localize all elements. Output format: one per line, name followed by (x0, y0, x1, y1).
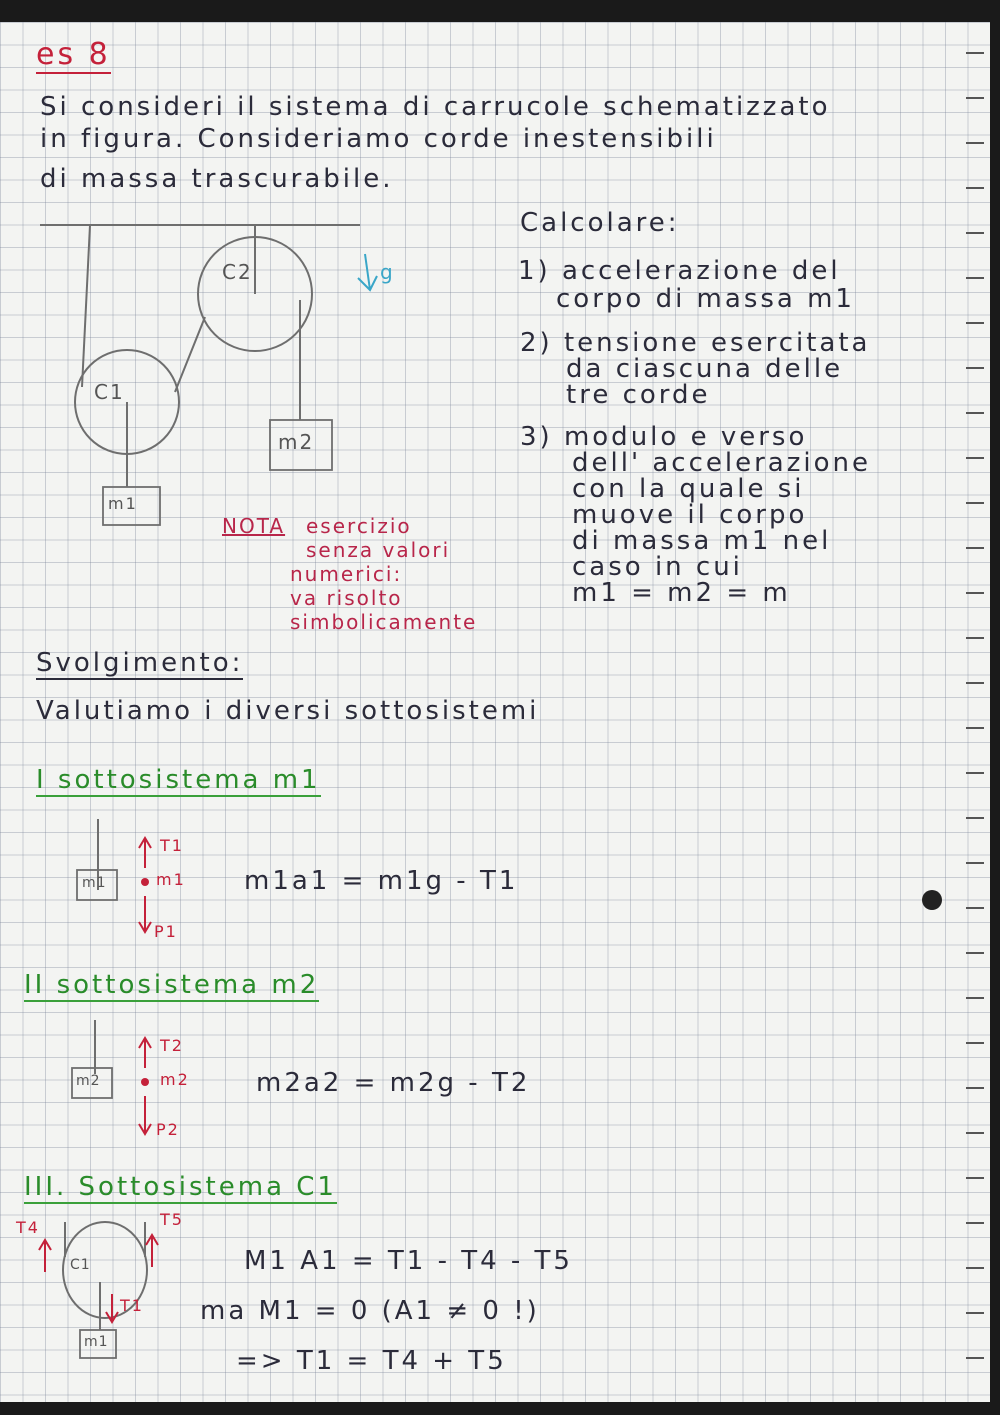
intro-line-3: di massa trascurabile. (40, 164, 394, 194)
task3-line1: 3) modulo e verso (520, 422, 808, 452)
s3-force-down: T1 (120, 1296, 144, 1315)
tasks-heading: Calcolare: (520, 208, 680, 238)
binding-mark (966, 457, 984, 459)
section-1-title: I sottosistema m1 (36, 765, 321, 795)
binding-mark (966, 1087, 984, 1089)
binding-mark (966, 97, 984, 99)
binding-mark (966, 232, 984, 234)
nota-line-5: simbolicamente (290, 610, 478, 634)
s3-box-label: m1 (84, 1334, 109, 1350)
s1-force-up: T1 (160, 836, 184, 855)
punch-hole (922, 890, 942, 910)
s1-point-label: m1 (156, 870, 186, 889)
nota-label: NOTA (222, 514, 286, 538)
binding-mark (966, 682, 984, 684)
section-3-title: III. Sottosistema C1 (24, 1172, 337, 1202)
binding-mark (966, 1132, 984, 1134)
binding-mark (966, 1222, 984, 1224)
binding-mark (966, 52, 984, 54)
binding-mark (966, 907, 984, 909)
binding-mark (966, 1357, 984, 1359)
binding-mark (966, 817, 984, 819)
binding-mark (966, 1267, 984, 1269)
binding-mark (966, 727, 984, 729)
s2-point-label: m2 (160, 1070, 190, 1089)
binding-mark (966, 502, 984, 504)
nota-line-3: numerici: (290, 562, 403, 586)
binding-mark (966, 637, 984, 639)
s1-equation: m1a1 = m1g - T1 (244, 866, 519, 896)
s3-pulley-label: C1 (70, 1257, 91, 1273)
task2-line1: 2) tensione esercitata (520, 328, 871, 358)
binding-mark (966, 187, 984, 189)
task1-line2: corpo di massa m1 (556, 284, 855, 314)
page-title: es 8 (36, 37, 111, 72)
s3-equation-1: M1 A1 = T1 - T4 - T5 (244, 1246, 573, 1276)
binding-mark (966, 1177, 984, 1179)
s2-equation: m2a2 = m2g - T2 (256, 1068, 531, 1098)
nota-line-4: va risolto (290, 586, 403, 610)
task2-line3: tre corde (566, 380, 711, 410)
task3-line4: muove il corpo (572, 500, 808, 530)
s3-equation-2: ma M1 = 0 (A1 ≠ 0 !) (200, 1296, 540, 1326)
binding-mark (966, 277, 984, 279)
binding-mark (966, 322, 984, 324)
label-m2: m2 (278, 430, 315, 454)
binding-mark (966, 1312, 984, 1314)
s2-force-down: P2 (156, 1120, 180, 1139)
task3-line2: dell' accelerazione (572, 448, 871, 478)
intro-line-1: Si consideri il sistema di carrucole schematizzato (40, 92, 831, 122)
task3-line7: m1 = m2 = m (572, 578, 791, 608)
section-2-title: II sottosistema m2 (24, 970, 320, 1000)
s1-box-label: m1 (82, 875, 107, 891)
task1-line1: 1) accelerazione del (518, 256, 841, 286)
task3-line3: con la quale si (572, 474, 805, 504)
s2-force-up: T2 (160, 1036, 184, 1055)
notebook-page (0, 22, 990, 1402)
binding-mark (966, 592, 984, 594)
nota-line-1: esercizio (306, 514, 412, 538)
label-gravity: g (380, 260, 395, 284)
binding-mark (966, 412, 984, 414)
binding-mark (966, 997, 984, 999)
spiral-binding (948, 22, 990, 1402)
task3-line5: di massa m1 nel (572, 526, 832, 556)
task2-line2: da ciascuna delle (566, 354, 844, 384)
binding-mark (966, 142, 984, 144)
binding-mark (966, 547, 984, 549)
s3-force-right: T5 (160, 1210, 184, 1229)
s2-box-label: m2 (76, 1073, 101, 1089)
label-c1: C1 (94, 380, 125, 404)
binding-mark (966, 772, 984, 774)
binding-mark (966, 1042, 984, 1044)
solution-intro: Valutiamo i diversi sottosistemi (36, 696, 540, 726)
binding-mark (966, 862, 984, 864)
s3-force-left: T4 (16, 1218, 40, 1237)
solution-heading: Svolgimento: (36, 648, 244, 678)
task3-line6: caso in cui (572, 552, 743, 582)
label-c2: C2 (222, 260, 253, 284)
label-m1: m1 (108, 494, 138, 513)
intro-line-2: in figura. Consideriamo corde inestensibili (40, 124, 717, 154)
s1-force-down: P1 (154, 922, 178, 941)
binding-mark (966, 952, 984, 954)
binding-mark (966, 367, 984, 369)
s3-equation-3: => T1 = T4 + T5 (236, 1346, 507, 1376)
nota-line-2: senza valori (306, 538, 451, 562)
